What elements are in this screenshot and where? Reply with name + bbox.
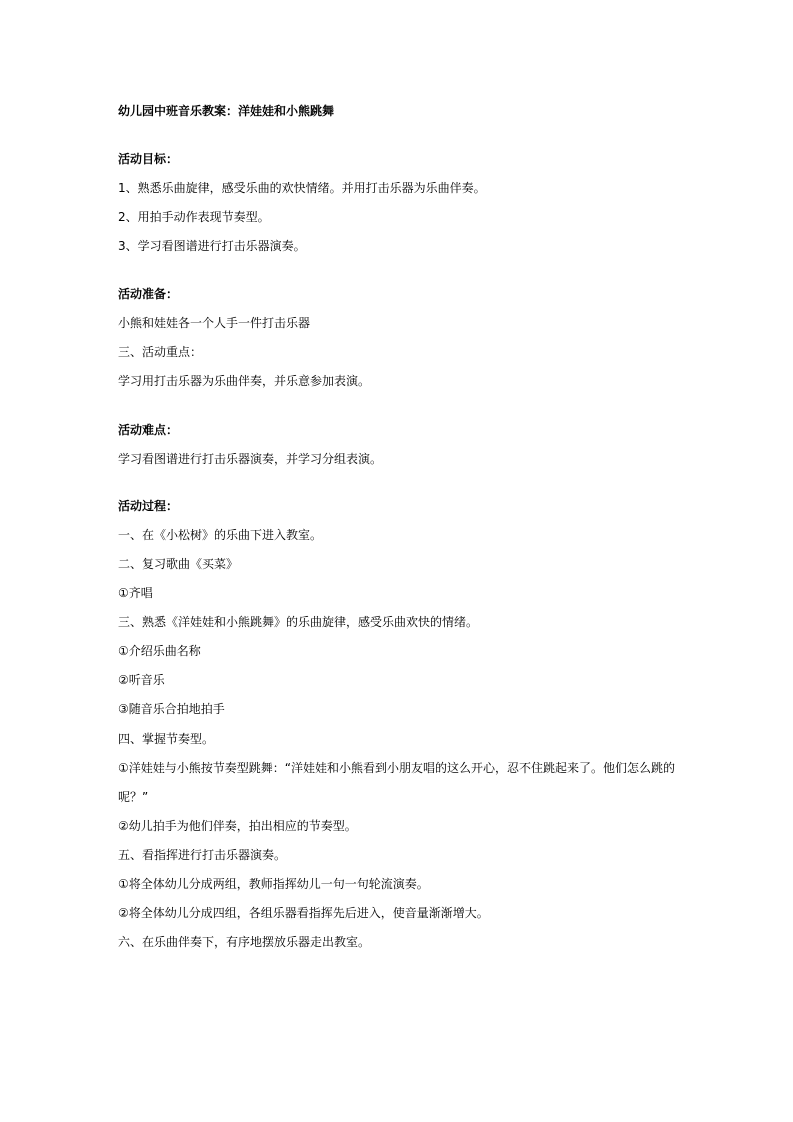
prep-heading: 活动准备： [118, 287, 179, 301]
process-step: ①介绍乐曲名称 [118, 644, 201, 658]
process-step: 五、看指挥进行打击乐器演奏。 [118, 848, 287, 862]
process-step: ①齐唱 [118, 586, 153, 600]
process-step: ②将全体幼儿分成四组，各组乐器看指挥先后进入，使音量渐渐增大。 [118, 906, 489, 920]
difficulty-heading: 活动难点： [118, 423, 179, 437]
process-step: ③随音乐合拍地拍手 [118, 702, 225, 716]
goal-item: 1、熟悉乐曲旋律，感受乐曲的欢快情绪。并用打击乐器为乐曲伴奏。 [118, 181, 486, 195]
process-step: 四、掌握节奏型。 [118, 732, 215, 746]
focus-heading: 三、活动重点： [118, 345, 203, 359]
process-step: 二、复习歌曲《买菜》 [118, 557, 239, 571]
process-step: ①将全体幼儿分成两组，教师指挥幼儿一句一句轮流演奏。 [118, 877, 429, 891]
process-step: 六、在乐曲伴奏下，有序地摆放乐器走出教室。 [118, 935, 371, 949]
process-step: ②幼儿拍手为他们伴奏，拍出相应的节奏型。 [118, 819, 357, 833]
process-heading: 活动过程： [118, 499, 179, 513]
process-step: 一、在《小松树》的乐曲下进入教室。 [118, 528, 323, 542]
goal-item: 3、学习看图谱进行打击乐器演奏。 [118, 239, 306, 253]
focus-text: 学习用打击乐器为乐曲伴奏，并乐意参加表演。 [118, 374, 371, 388]
goals-heading: 活动目标： [118, 152, 179, 166]
goal-item: 2、用拍手动作表现节奏型。 [118, 210, 270, 224]
process-step: ②听音乐 [118, 673, 165, 687]
prep-text: 小熊和娃娃各一个人手一件打击乐器 [118, 316, 311, 330]
process-step: 呢？” [118, 790, 149, 804]
process-step: ①洋娃娃与小熊按节奏型跳舞：“洋娃娃和小熊看到小朋友唱的这么开心，忍不住跳起来了。他们怎么跳的 [118, 761, 675, 775]
difficulty-text: 学习看图谱进行打击乐器演奏，并学习分组表演。 [118, 452, 383, 466]
document-title: 幼儿园中班音乐教案：洋娃娃和小熊跳舞 [118, 104, 335, 118]
process-step: 三、熟悉《洋娃娃和小熊跳舞》的乐曲旋律，感受乐曲欢快的情绪。 [118, 615, 479, 629]
